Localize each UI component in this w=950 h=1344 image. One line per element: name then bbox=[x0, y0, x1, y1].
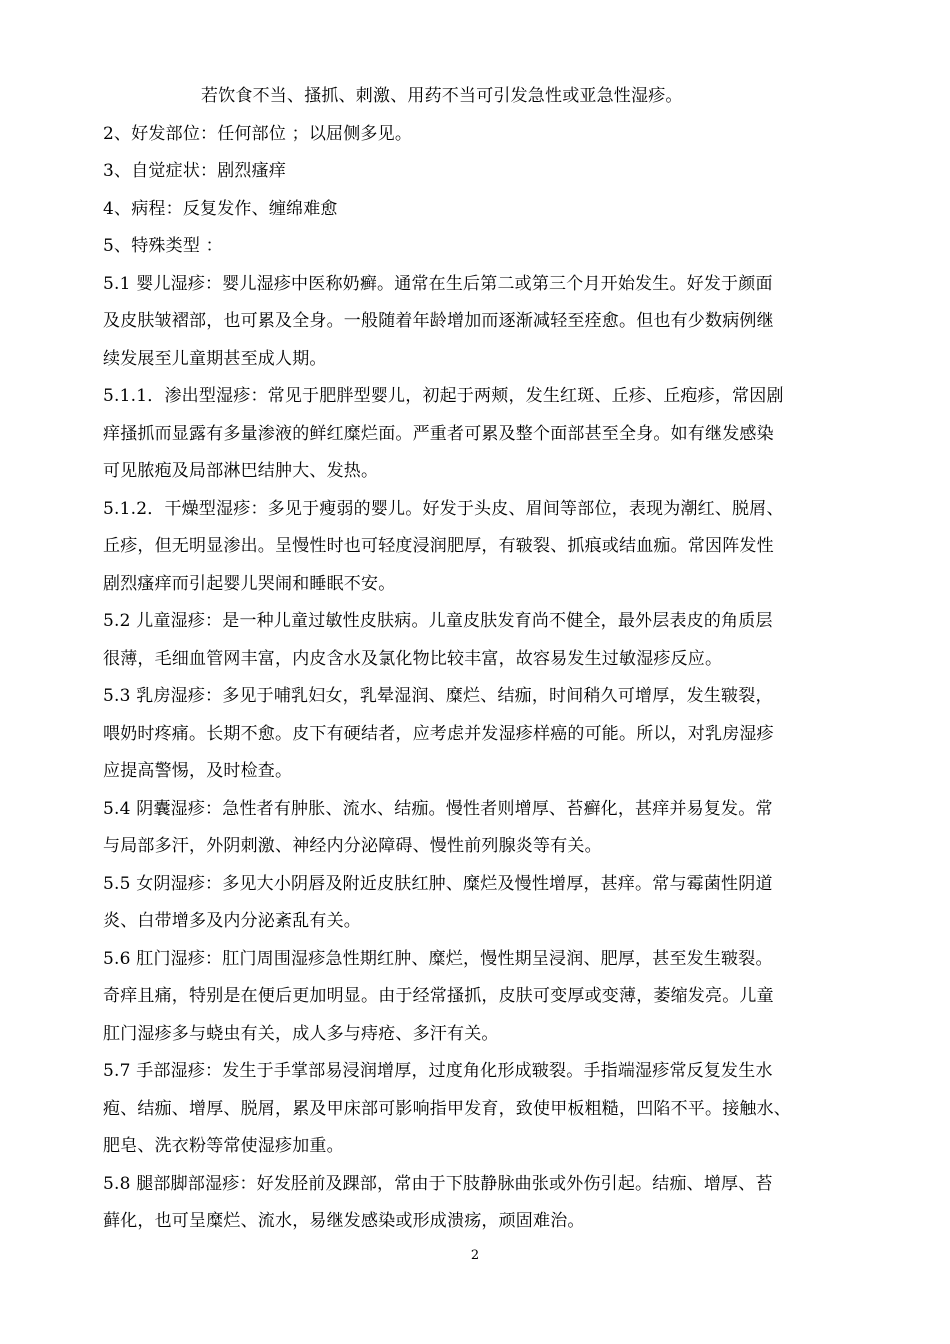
text-line: 5、特殊类型 ： bbox=[103, 236, 223, 256]
text-line: 肥皂、洗衣粉等常使湿疹加重。 bbox=[103, 1136, 344, 1156]
text-line: 应提高警惕，及时检查。 bbox=[103, 761, 293, 781]
text-line: 5.1 婴儿湿疹：婴儿湿疹中医称奶癣。通常在生后第二或第三个月开始发生。好发于颜面 bbox=[103, 273, 773, 294]
text-line: 剧烈瘙痒而引起婴儿哭闹和睡眠不安。 bbox=[103, 573, 396, 594]
text-line: 很薄，毛细血管网丰富，内皮含水及氯化物比较丰富，故容易发生过敏湿疹反应。 bbox=[103, 648, 723, 669]
page-number: 2 bbox=[470, 1248, 480, 1263]
text-line: 丘疹，但无明显渗出。呈慢性时也可轻度浸润肥厚，有皲裂、抓痕或结血痂。常因阵发性 bbox=[103, 536, 774, 556]
text-line: 可见脓疱及局部淋巴结肿大、发热。 bbox=[103, 461, 379, 481]
text-line: 5.6 肛门湿疹：肛门周围湿疹急性期红肿、糜烂，慢性期呈浸润、肥厚，甚至发生皲裂。 bbox=[103, 948, 773, 969]
text-line: 5.8 腿部脚部湿疹：好发胫前及踝部，常由于下肢静脉曲张或外伤引起。结痂、增厚、苔 bbox=[103, 1173, 773, 1194]
text-line: 痒搔抓而显露有多量渗液的鲜红糜烂面。严重者可累及整个面部甚至全身。如有继发感染 bbox=[103, 423, 774, 444]
text-line: 5.7 手部湿疹：发生于手掌部易浸润增厚，过度角化形成皲裂。手指端湿疹常反复发生水 bbox=[103, 1061, 773, 1081]
text-line: 2、好发部位：任何部位 ；以屈侧多见。 bbox=[103, 123, 413, 144]
text-line: 4、病程：反复发作、缠绵难愈 bbox=[103, 198, 338, 219]
text-line: 肛门湿疹多与蛲虫有关，成人多与痔疮、多汗有关。 bbox=[103, 1023, 499, 1044]
text-line: 5.3 乳房湿疹：多见于哺乳妇女，乳晕湿润、糜烂、结痂，时间稍久可增厚，发生皲裂， bbox=[103, 686, 773, 706]
text-line: 疱、结痂、增厚、脱屑，累及甲床部可影响指甲发育，致使甲板粗糙，凹陷不平。接触水、 bbox=[103, 1098, 791, 1119]
text-line: 奇痒且痛，特别是在便后更加明显。由于经常搔抓，皮肤可变厚或变薄，萎缩发亮。儿童 bbox=[103, 986, 774, 1006]
text-line: 及皮肤皱褶部，也可累及全身。一般随着年龄增加而逐渐减轻至痊愈。但也有少数病例继 bbox=[103, 311, 774, 331]
text-line: 藓化，也可呈糜烂、流水，易继发感染或形成溃疡，顽固难治。 bbox=[103, 1211, 585, 1231]
text-line: 喂奶时疼痛。长期不愈。皮下有硬结者，应考虑并发湿疹样癌的可能。所以，对乳房湿疹 bbox=[103, 723, 774, 744]
text-line: 5.2 儿童湿疹：是一种儿童过敏性皮肤病。儿童皮肤发育尚不健全，最外层表皮的角质层 bbox=[103, 611, 773, 631]
text-line: 若饮食不当、搔抓、刺激、用药不当可引发急性或亚急性湿疹。 bbox=[201, 86, 683, 106]
text-line: 5.1.1．渗出型湿疹：常见于肥胖型婴儿，初起于两颊，发生红斑、丘疹、丘疱疹，常因剧 bbox=[103, 386, 784, 406]
text-line: 续发展至儿童期甚至成人期。 bbox=[103, 348, 327, 369]
text-line: 5.4 阴囊湿疹：急性者有肿胀、流水、结痂。慢性者则增厚、苔癣化，甚痒并易复发。常 bbox=[103, 798, 773, 819]
text-line: 与局部多汗，外阴刺激、神经内分泌障碍、慢性前列腺炎等有关。 bbox=[103, 836, 602, 856]
text-line: 炎、白带增多及内分泌紊乱有关。 bbox=[103, 911, 361, 931]
text-line: 5.5 女阴湿疹：多见大小阴唇及附近皮肤红肿、糜烂及慢性增厚，甚痒。常与霉菌性阴道 bbox=[103, 873, 773, 894]
document-body bbox=[103, 78, 853, 1241]
text-line: 3、自觉症状：剧烈瘙痒 bbox=[103, 161, 287, 181]
text-line: 5.1.2．干燥型湿疹：多见于瘦弱的婴儿。好发于头皮、眉间等部位，表现为潮红、脱屑、 bbox=[103, 498, 784, 519]
